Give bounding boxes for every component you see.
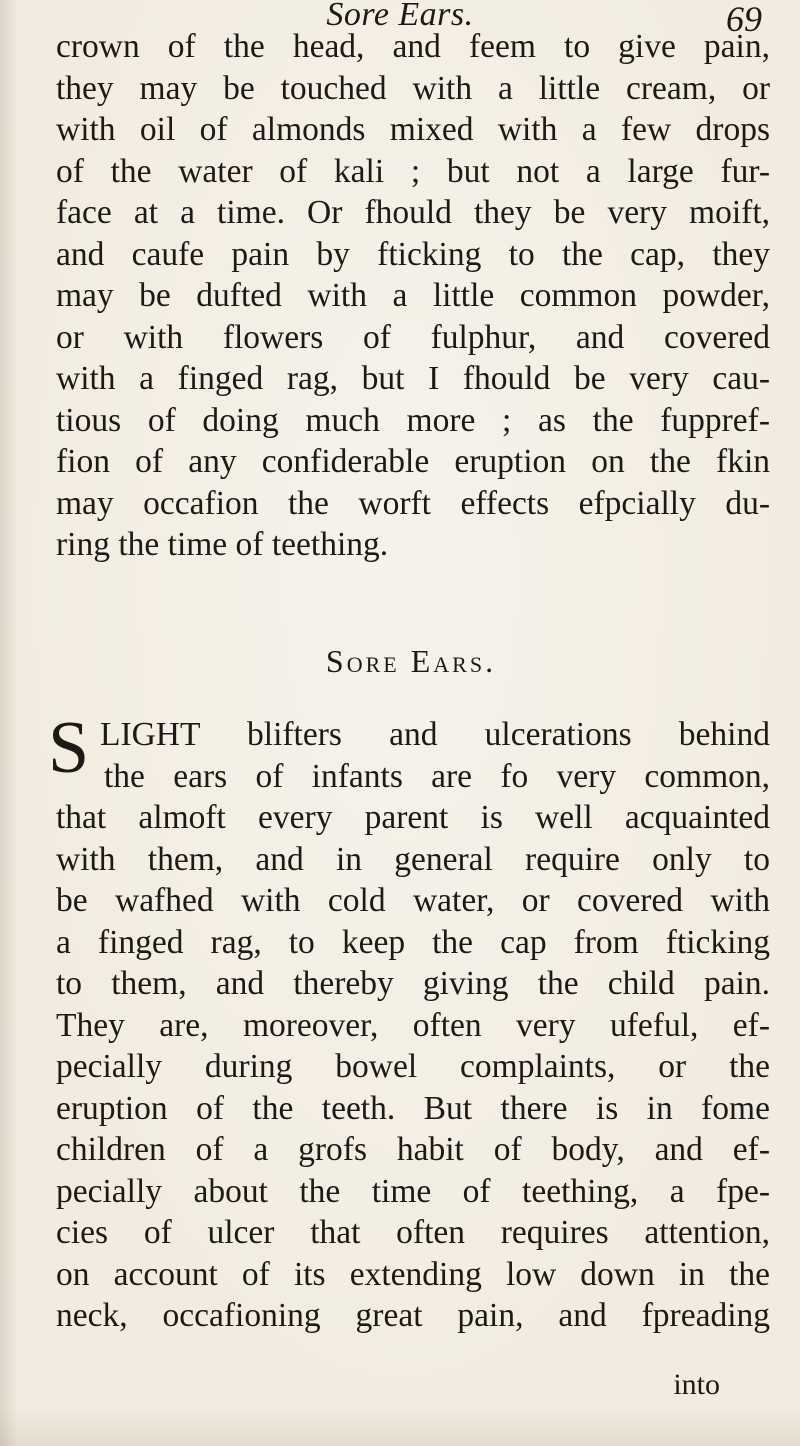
text-line: with them, and in general require only to — [56, 840, 770, 878]
text-line: they may be touched with a little cream, or — [56, 69, 770, 107]
text-line: crown of the head, and feem to give pain, — [56, 28, 770, 65]
text-line: a finged rag, to keep the cap from fticking — [56, 923, 770, 961]
drop-cap: S — [48, 707, 90, 789]
text-line: that almoft every parent is well acquainted — [56, 799, 770, 836]
text-line: and caufe pain by fticking to the cap, they — [56, 235, 770, 273]
running-title: Sore Ears. — [326, 0, 474, 33]
text-line: with a finged rag, but I fhould be very cau- — [56, 360, 770, 397]
text-line: neck, occafioning great pain, and fpreading — [56, 1297, 770, 1334]
page-bottom-shadow — [0, 1406, 800, 1446]
text-line: fion of any confiderable eruption on the fkin — [56, 443, 770, 480]
gutter-shadow — [0, 0, 18, 1446]
text-line: to them, and thereby giving the child pain. — [56, 965, 770, 1002]
text-line: or with flowers of fulphur, and covered — [56, 318, 770, 356]
text-line: face at a time. Or fhould they be very moift, — [56, 194, 770, 231]
text-line: children of a grofs habit of body, and ef- — [56, 1131, 770, 1168]
paragraph-sore-ears — [48, 707, 770, 1337]
text-line: LIGHT blifters and ulcerations behind — [100, 716, 770, 753]
text-line: tious of doing much more ; as the fuppref- — [56, 401, 770, 439]
text-line: eruption of the teeth. But there is in fome — [56, 1089, 770, 1127]
text-line: pecially about the time of teething, a fpe- — [56, 1172, 770, 1210]
text-line: may be dufted with a little common powder, — [56, 277, 770, 314]
text-line: cies of ulcer that often requires attention, — [56, 1214, 770, 1251]
catchword: into — [673, 1368, 720, 1401]
section-heading: Sore Ears. — [325, 643, 497, 679]
text-line: be wafhed with cold water, or covered with — [56, 882, 770, 919]
text-line: on account of its extending low down in the — [56, 1255, 770, 1293]
page-number: 69 — [726, 0, 762, 39]
text-line: of the water of kali ; but not a large fur- — [56, 152, 770, 190]
text-line: may occafion the worft effects efpcially du- — [56, 484, 770, 522]
text-line: pecially during bowel complaints, or the — [56, 1048, 770, 1085]
text-line: ring the time of teething. — [56, 526, 389, 563]
text-line: They are, moreover, often very ufeful, ef- — [56, 1006, 770, 1044]
paragraph-continued — [56, 26, 770, 566]
text-line: the ears of infants are fo very common, — [104, 757, 770, 795]
text-line: with oil of almonds mixed with a few drops — [56, 111, 770, 148]
